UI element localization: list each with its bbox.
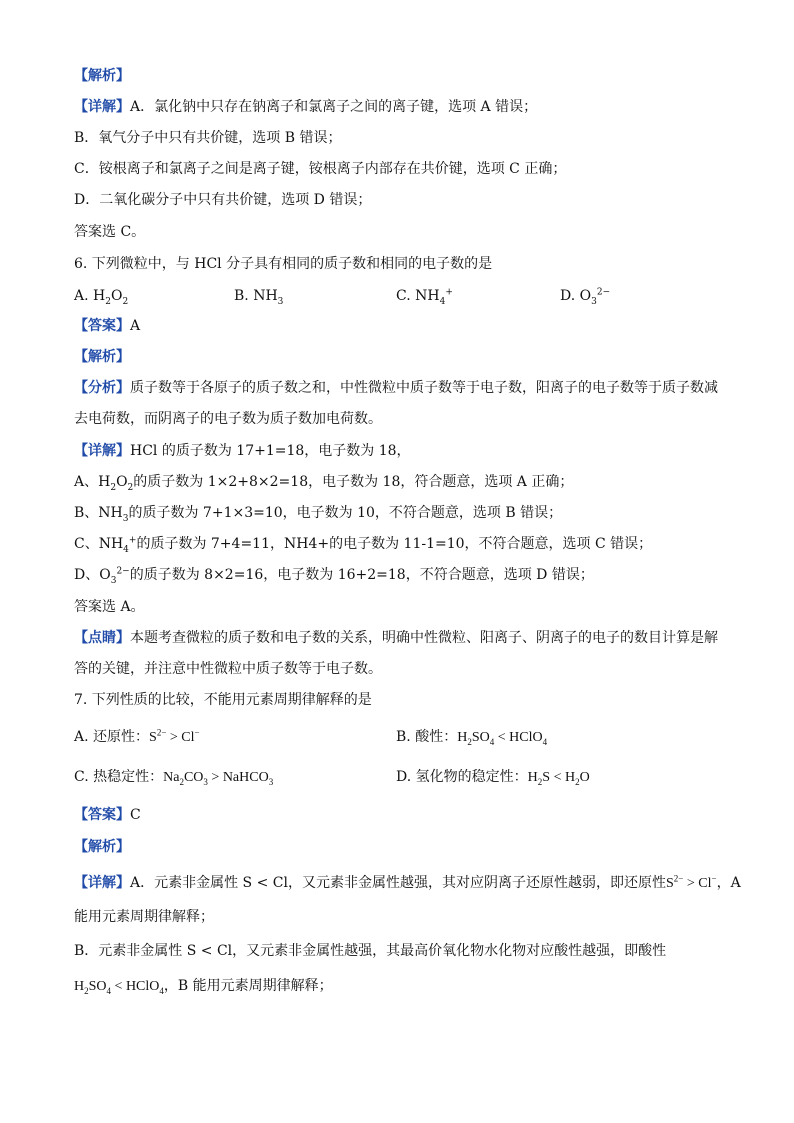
q7-option-a: A. 还原性：$S^{2-} > Cl^-$ xyxy=(74,727,200,745)
q7-detail-a-line-1: 【详解】A．元素非金属性 S < Cl，又元素非金属性越强，其对应阴离子还原性越弱，即还原性$S^{2-} > Cl^-$，A xyxy=(74,873,741,891)
q7-answer: 【答案】C xyxy=(74,807,141,823)
q7-option-b: B. 酸性：$H_2SO_4$ < HClO$_4$ xyxy=(396,729,548,747)
detail-line-c: C．铵根离子和氯离子之间是离子键，铵根离子内部存在共价键，选项 C 正确； xyxy=(74,161,567,177)
analysis-heading: 【解析】 xyxy=(74,68,130,84)
answer-line-c: 答案选 C。 xyxy=(74,224,146,240)
q6-detail-d: D、$O_3^{2-}$的质子数为 8×2=16，电子数为 16+2=18，不符合题意，选项 D 错误； xyxy=(74,566,594,586)
q6-detail-b: B、$NH_3$的质子数为 7+1×3=10，电子数为 10，不符合题意，选项 B 错误； xyxy=(74,505,563,524)
q6-analysis-line-1: 【分析】质子数等于各原子的质子数之和，中性微粒中质子数等于电子数，阳离子的电子数等于质子数减 xyxy=(74,380,718,396)
q7-analysis-heading: 【解析】 xyxy=(74,839,130,855)
key-point-line-1: 【点睛】本题考查微粒的质子数和电子数的关系，明确中性微粒、阳离子、阴离子的电子的数目计算是解 xyxy=(74,630,718,646)
q6-answer: 【答案】A xyxy=(74,318,141,334)
q7-detail-a-line-2: 能用元素周期律解释； xyxy=(74,909,214,925)
q6-option-d: D. $O_3^{2-}$ xyxy=(560,287,611,307)
q6-analysis-line-2: 去电荷数，而阴离子的电子数为质子数加电荷数。 xyxy=(74,411,382,427)
q6-detail-a: A、$H_2O_2$的质子数为 1×2+8×2=18，电子数为 18，符合题意，选项 A 正确； xyxy=(74,474,574,493)
detail-line-a: 【详解】A．氯化钠中只存在钠离子和氯离子之间的离子键，选项 A 错误； xyxy=(74,99,538,115)
q6-detail-c: C、$NH_4^+$的质子数为 7+4=11，NH4+的电子数为 11-1=10，不符合题意，选项 C 错误； xyxy=(74,535,653,555)
q7-option-c: C. 热稳定性：$Na_2CO_3$ > NaHCO$_3$ xyxy=(74,769,274,787)
q7-detail-b-line-1: B．元素非金属性 S < Cl，又元素非金属性越强，其最高价氧化物水化物对应酸性越强，即酸性 xyxy=(74,943,667,959)
key-point-line-2: 答的关键，并注意中性微粒中质子数等于电子数。 xyxy=(74,661,382,677)
q6-option-a: A. $H_2O_2$ xyxy=(74,288,129,307)
q6-detail-line-1: 【详解】HCl 的质子数为 17+1=18，电子数为 18， xyxy=(74,443,411,459)
question-6: 6. 下列微粒中，与 HCl 分子具有相同的质子数和相同的电子数的是 xyxy=(74,256,493,272)
q7-option-d: D. 氢化物的稳定性：$H_2S < H_2O$ xyxy=(396,769,590,787)
answer-line-a: 答案选 A。 xyxy=(74,599,145,615)
q6-analysis-heading: 【解析】 xyxy=(74,349,130,365)
q6-option-b: B. $NH_3$ xyxy=(234,288,284,307)
q6-option-c: C. $NH_4^+$ xyxy=(396,287,453,307)
question-7: 7. 下列性质的比较，不能用元素周期律解释的是 xyxy=(74,692,372,708)
detail-line-b: B．氧气分子中只有共价键，选项 B 错误； xyxy=(74,130,342,146)
detail-line-d: D．二氧化碳分子中只有共价键，选项 D 错误； xyxy=(74,192,372,208)
q7-detail-b-line-2: $H_2SO_4$ < HClO$_4$，B 能用元素周期律解释； xyxy=(74,978,333,996)
